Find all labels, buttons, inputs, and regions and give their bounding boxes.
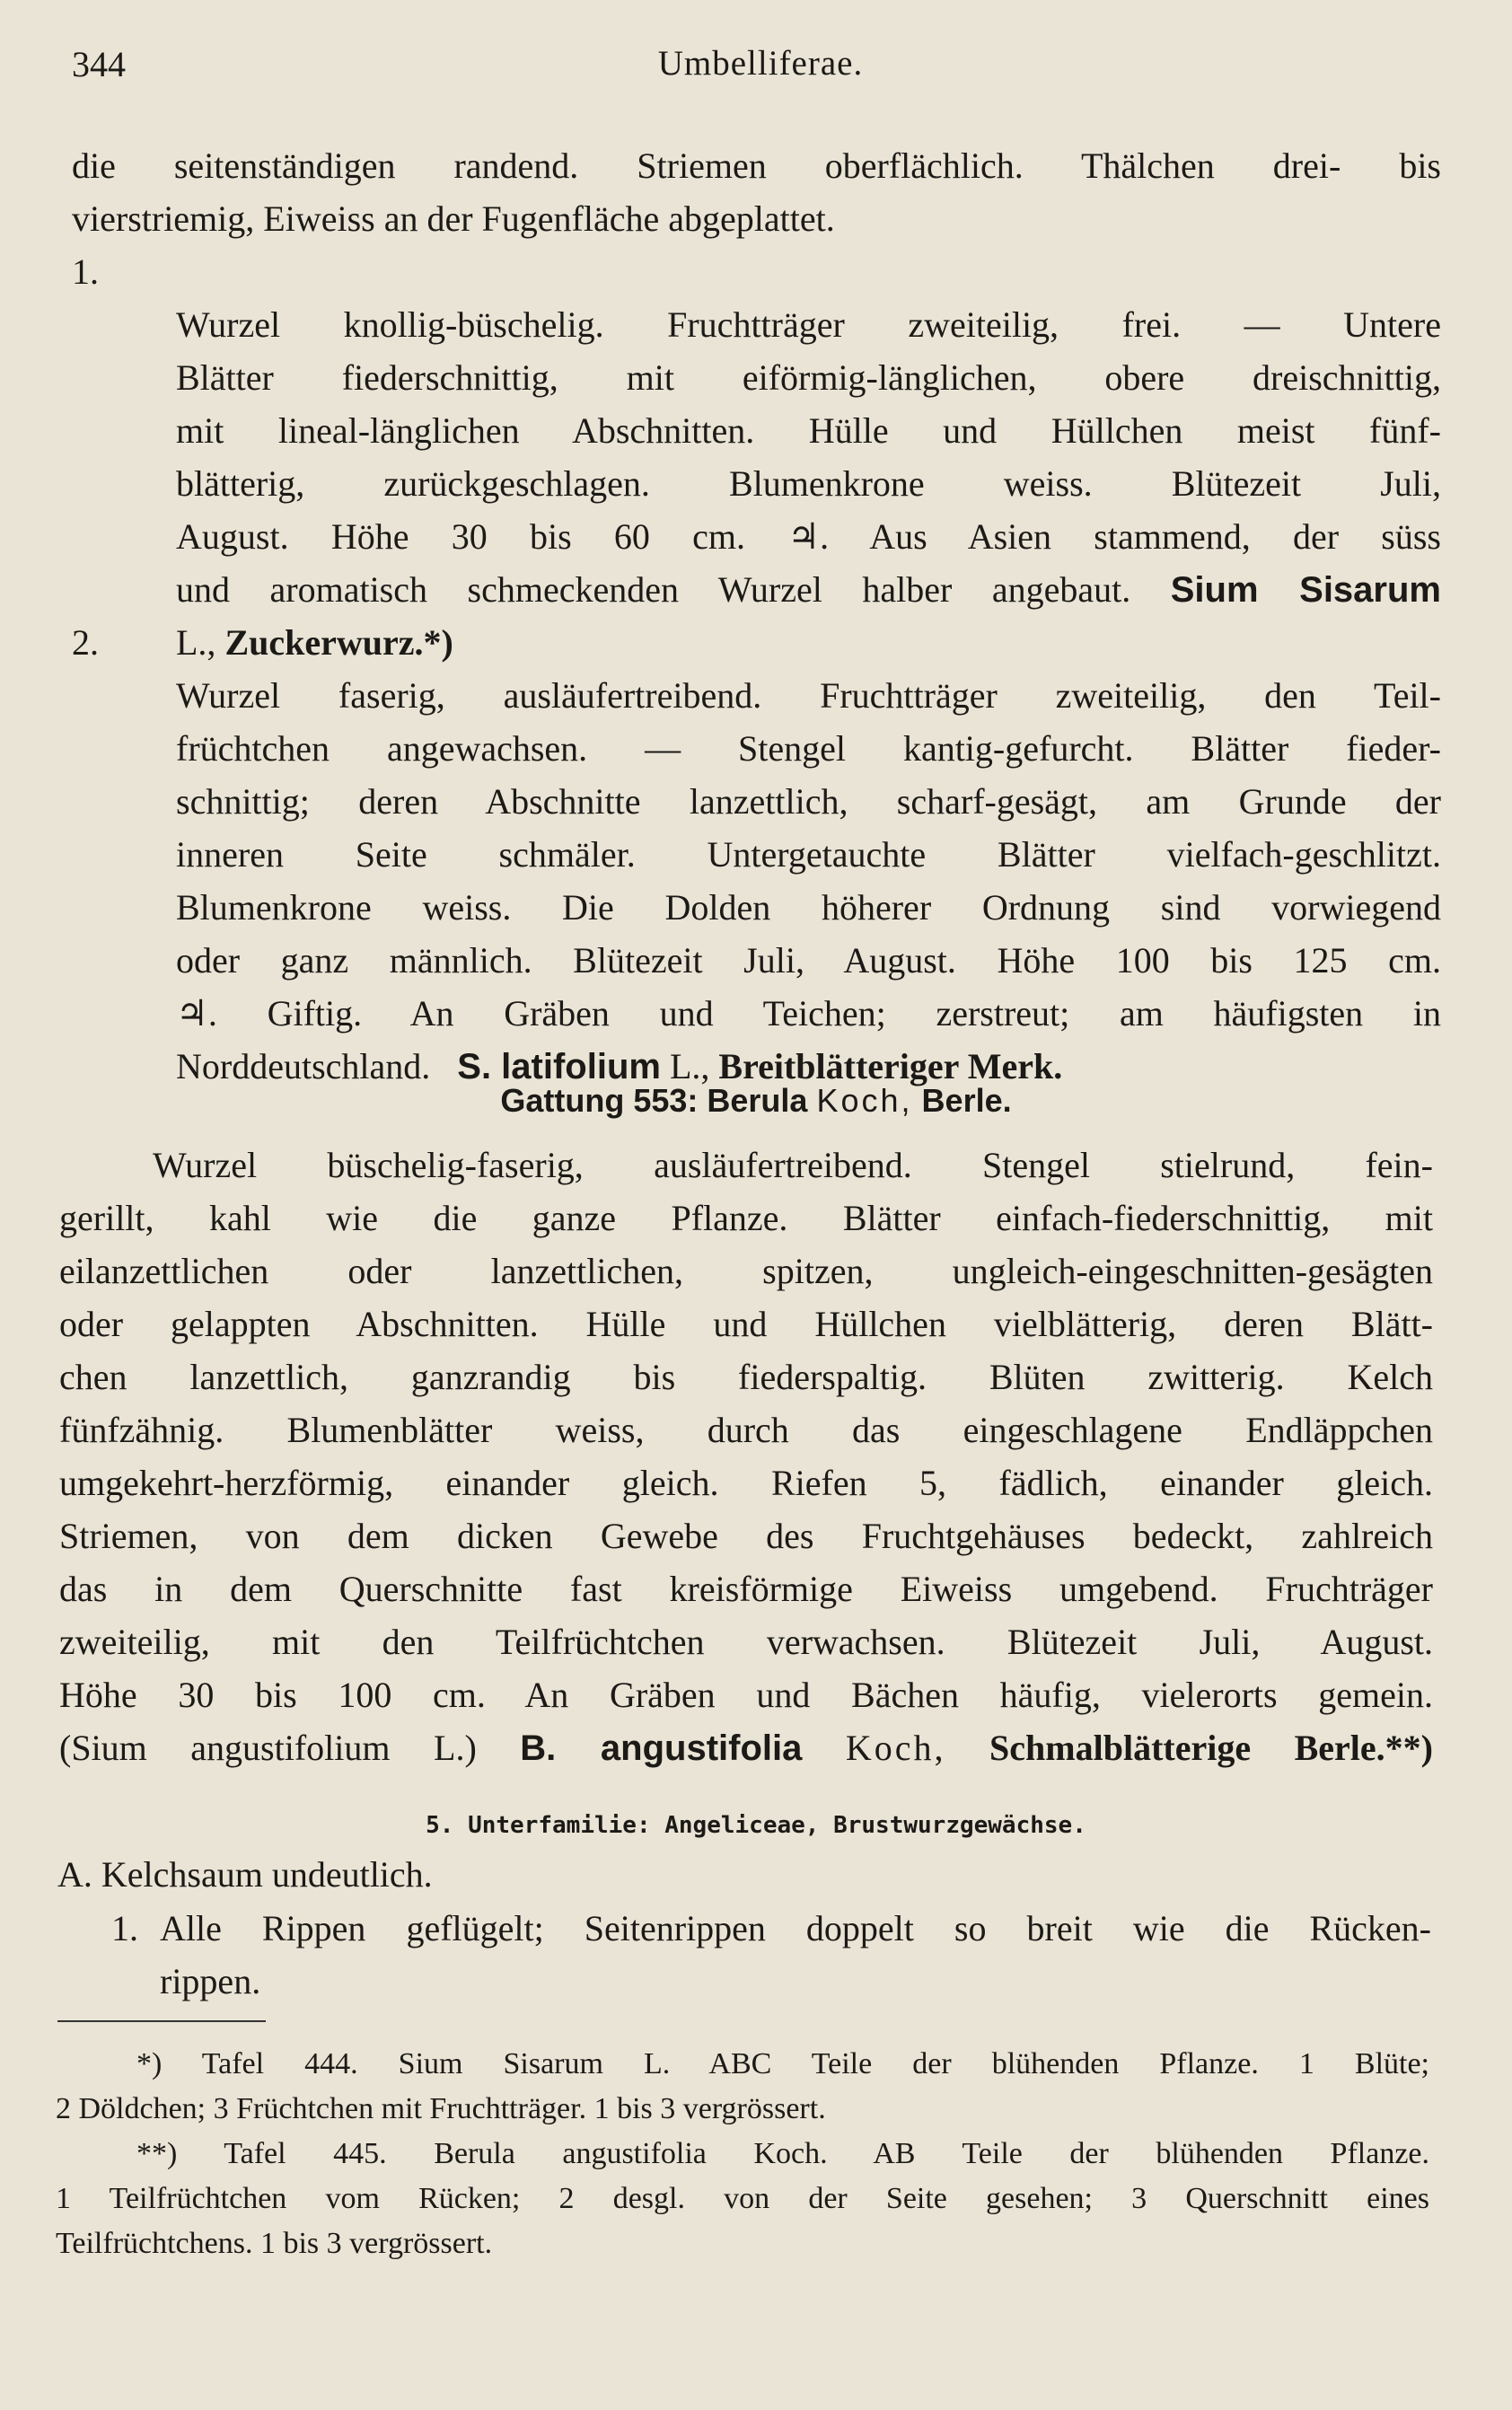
text-line: Alle Rippen geflügelt; Seitenrippen doppelt so breit wie die Rücken- (160, 1908, 1431, 1948)
text-line: die seitenständigen randend. Striemen oberflächlich. Thälchen drei- bis (72, 145, 1441, 186)
footnote-line: Teilfrüchtchens. 1 bis 3 vergrössert. (56, 2227, 493, 2260)
species-name: B. angustifolia (520, 1728, 803, 1768)
paragraph-intro (72, 139, 1441, 245)
text-line: blätterig, zurückgeschlagen. Blumenkrone weiss. Blütezeit Juli, (176, 463, 1441, 504)
page-header (72, 43, 1449, 97)
genus-author: Koch, (816, 1082, 913, 1119)
text-line: schnittig; deren Abschnitte lanzettlich, scharf-gesägt, am Grunde der (176, 781, 1441, 822)
key-section-a (57, 1848, 1431, 1901)
text-line: chen lanzettlich, ganzrandig bis fiederspaltig. Blüten zwitterig. Kelch (59, 1357, 1433, 1397)
item-number: 2. (72, 622, 99, 663)
genus-heading (0, 1082, 1512, 1120)
text-line: Wurzel knollig-büschelig. Fruchtträger zweiteilig, frei. — Untere (176, 304, 1441, 345)
text-run: und aromatisch schmeckenden Wurzel halber angebaut. (176, 569, 1131, 610)
text-line: oder gelappten Abschnitten. Hülle und Hüllchen vielblätterig, deren Blätt- (59, 1304, 1433, 1344)
text-line (59, 1721, 1433, 1774)
text-line: gerillt, kahl wie die ganze Pflanze. Blätter einfach-fiederschnittig, mit (59, 1198, 1433, 1238)
author-abbrev: L., (669, 1046, 710, 1086)
key-section-a-item-1 (57, 1902, 1431, 2008)
common-name: Zuckerwurz.*) (224, 622, 453, 663)
text-line: früchtchen angewachsen. — Stengel kantig-gefurcht. Blätter fieder- (176, 728, 1441, 769)
running-title: Umbelliferae. (657, 44, 864, 83)
genus-title: Gattung 553: Berula (500, 1082, 808, 1119)
footnote-rule (57, 2020, 266, 2022)
text-run: Norddeutschland. (176, 1046, 431, 1086)
species-name: S. latifolium (457, 1047, 661, 1086)
subfamily-heading: 5. Unterfamilie: Angeliceae, Brustwurzgewächse. (426, 1812, 1086, 1839)
text-line (176, 563, 1441, 616)
author-name: Koch, (845, 1728, 946, 1768)
text-line: oder ganz männlich. Blütezeit Juli, August. Höhe 100 bis 125 cm. (176, 940, 1441, 981)
text-line: eilanzettlichen oder lanzettlichen, spitzen, ungleich-eingeschnitten-gesägten (59, 1251, 1433, 1291)
item-number: 1. (72, 251, 99, 292)
item-number: 1. (111, 1908, 138, 1948)
text-line: Höhe 30 bis 100 cm. An Gräben und Bächen häufig, vielerorts gemein. (59, 1675, 1433, 1715)
common-name: Schmalblätterige Berle.**) (989, 1728, 1433, 1768)
text-line: Wurzel büschelig-faserig, ausläufertreibend. Stengel stielrund, fein- (153, 1145, 1433, 1185)
text-line: umgekehrt-herzförmig, einander gleich. Riefen 5, fädlich, einander gleich. (59, 1463, 1433, 1503)
text-line: das in dem Querschnitte fast kreisförmige Eiweiss umgebend. Fruchträger (59, 1569, 1433, 1609)
footnote-line: *) Tafel 444. Sium Sisarum L. ABC Teile der blühenden Pflanze. 1 Blüte; (136, 2047, 1429, 2080)
text-line: mit lineal-länglichen Abschnitten. Hülle und Hüllchen meist fünf- (176, 410, 1441, 451)
text-line: A. Kelchsaum undeutlich. (57, 1854, 433, 1895)
footnote-line: 1 Teilfrüchtchen vom Rücken; 2 desgl. von der Seite gesehen; 3 Querschnitt eines (56, 2182, 1429, 2215)
species-name: Sium Sisarum (1170, 570, 1441, 610)
text-line: ♃. Giftig. An Gräben und Teichen; zerstreut; am häufigsten in (176, 993, 1441, 1033)
page-number: 344 (72, 44, 126, 84)
text-line: Blätter fiederschnittig, mit eiförmig-länglichen, obere dreischnittig, (176, 357, 1441, 398)
common-name: Breitblätteriger Merk. (718, 1046, 1063, 1086)
text-line: August. Höhe 30 bis 60 cm. ♃. Aus Asien stammend, der süss (176, 516, 1441, 557)
text-line: vierstriemig, Eiweiss an der Fugenfläche abgeplattet. (72, 198, 835, 239)
author-abbrev: L., (176, 622, 216, 663)
text-line: inneren Seite schmäler. Untergetauchte Blätter vielfach-geschlitzt. (176, 834, 1441, 875)
footnote-line: 2 Döldchen; 3 Früchtchen mit Fruchtträger. 1 bis 3 vergrössert. (56, 2092, 826, 2125)
genus-common-name: Berle. (921, 1082, 1012, 1119)
key-item-1 (72, 245, 1441, 669)
footnotes (56, 2042, 1429, 2266)
text-line: Blumenkrone weiss. Die Dolden höherer Ordnung sind vorwiegend (176, 887, 1441, 928)
text-run: (Sium angustifolium L.) (59, 1728, 477, 1768)
paragraph-berula (59, 1139, 1433, 1774)
text-line: zweiteilig, mit den Teilfrüchtchen verwachsen. Blütezeit Juli, August. (59, 1622, 1433, 1662)
key-item-2 (72, 616, 1441, 1093)
text-line: Wurzel faserig, ausläufertreibend. Fruchtträger zweiteilig, den Teil- (176, 675, 1441, 716)
text-line: Striemen, von dem dicken Gewebe des Fruchtgehäuses bedeckt, zahlreich (59, 1516, 1433, 1556)
text-line: rippen. (160, 1961, 261, 2001)
footnote-line: **) Tafel 445. Berula angustifolia Koch. AB Teile der blühenden Pflanze. (136, 2137, 1429, 2170)
text-line: fünfzähnig. Blumenblätter weiss, durch das eingeschlagene Endläppchen (59, 1410, 1433, 1450)
